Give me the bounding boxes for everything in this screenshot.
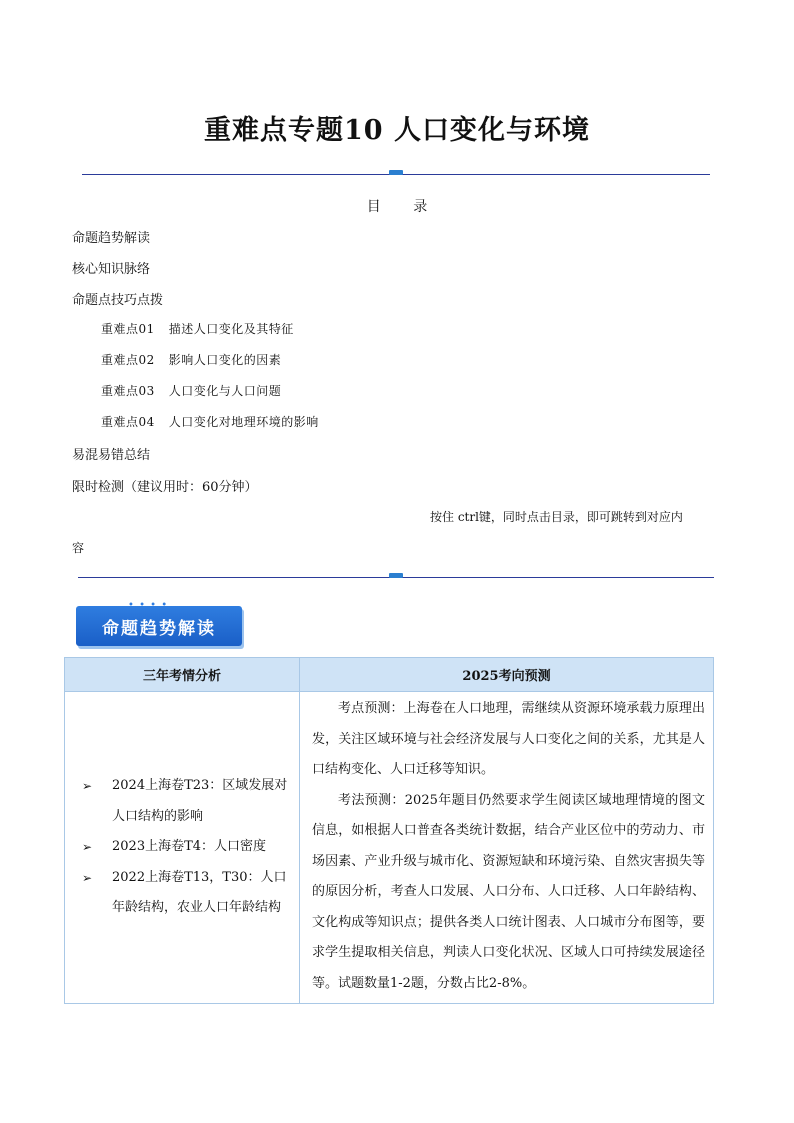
exam-analysis-table [64,657,714,1004]
left-cell [65,692,300,1004]
toc-heading-right: 录 [413,199,428,215]
toc-subitem-num: 重难点04 [101,415,155,429]
toc-note-line1: 按住 ctrl键，同时点击目录，即可跳转到对应内 [430,510,683,524]
section-badge [76,606,242,646]
toc-item-mistakes[interactable]: 易混易错总结 [72,448,151,463]
toc-subitem-02[interactable] [101,351,281,368]
toc-subitem-01[interactable] [101,320,294,337]
table-header-analysis: 三年考情分析 [65,658,300,692]
exam-list-item: ➢ 2023上海卷T4：人口密度 [82,832,292,863]
toc-subitem-num: 重难点03 [101,384,155,398]
toc-subitem-num: 重难点02 [101,353,155,367]
toc-subitem-text: 人口变化对地理环境的影响 [168,415,319,429]
divider-mark [389,170,403,175]
forecast-paragraph: 考点预测：上海卷在人口地理，需继续从资源环境承载力原理出发，关注区域环境与社会经济发展与人口变化之间的关系，尤其是人口结构变化、人口迁移等知识。 [312,701,705,777]
toc-item-knowledge[interactable]: 核心知识脉络 [72,262,151,277]
exam-list-item: ➢ 2022上海卷T13，T30：人口年龄结构，农业人口年龄结构 [82,863,292,924]
toc-heading-left: 目 [366,199,381,215]
right-cell [300,692,714,1004]
toc-item-timed-test[interactable]: 限时检测（建议用时：60分钟） [72,480,258,495]
toc-subitem-text: 描述人口变化及其特征 [168,322,294,336]
table-header-forecast: 2025考向预测 [300,658,714,692]
divider-mark [389,573,403,578]
toc-subitem-04[interactable] [101,413,319,430]
toc-heading [0,196,794,216]
exam-list-item: ➢ 2024上海卷T23：区域发展对人口结构的影响 [82,771,292,832]
page-title: 重难点专题10 人口变化与环境 [204,115,590,146]
toc-note-line2: 容 [72,541,85,555]
toc-item-trend[interactable]: 命题趋势解读 [72,231,151,246]
forecast-paragraph: 考法预测：2025年题目仍然要求学生阅读区域地理情境的图文信息，如根据人口普查各类统计数据，结合产业区位中的劳动力、市场因素、产业升级与城市化、资源短缺和环境污染、自然灾害损失等的原因分析，考查人口发展、人口分布、人口迁移、人口年龄结构、文化构成等知识点；提供各类人口统计图表、人口城市分布图等，要求学生提取相关信息，判读人口变化状况、区域人口可持续发展途径等。试题数量1-2题，分数占比2-8%。 [312,792,705,991]
toc-subitem-text: 人口变化与人口问题 [168,384,282,398]
table-row [65,692,714,1004]
exam-list [66,771,298,924]
toc-subitem-03[interactable] [101,382,281,399]
toc-item-skills[interactable]: 命题点技巧点拨 [72,293,164,308]
toc-subitem-num: 重难点01 [101,322,155,336]
toc-subitem-text: 影响人口变化的因素 [168,353,282,367]
section-badge-label: 命题趋势解读 [102,619,216,639]
